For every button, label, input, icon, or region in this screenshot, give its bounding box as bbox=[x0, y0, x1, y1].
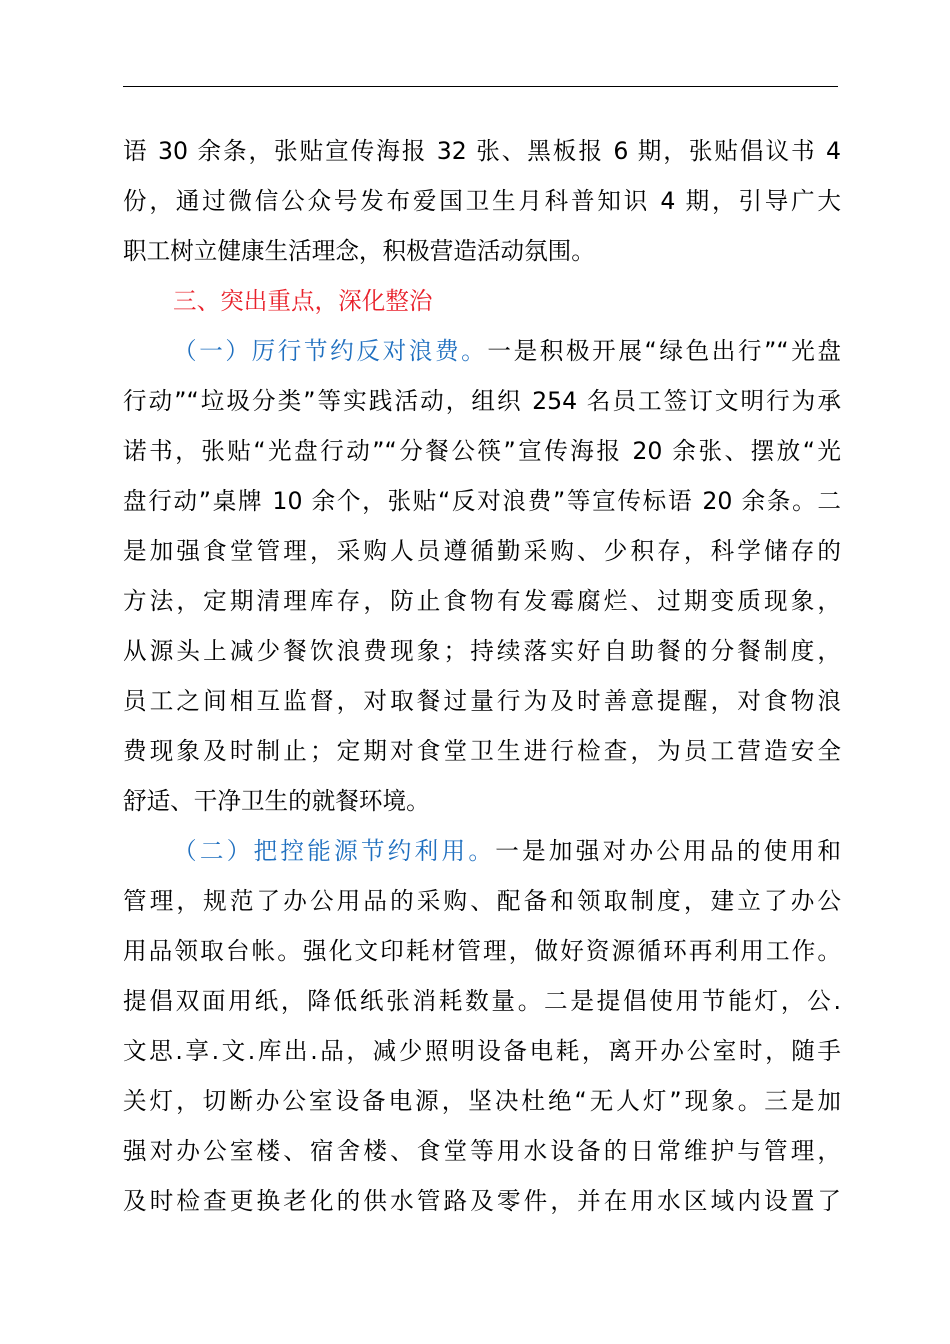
subsection-first-line bbox=[123, 826, 841, 876]
text-line: 用品领取台帐。强化文印耗材管理，做好资源循环再利用工作。 bbox=[123, 937, 841, 965]
text-line: 舒适、干净卫生的就餐环境。 bbox=[123, 787, 430, 815]
section-heading-text: 三、突出重点，深化整治 bbox=[173, 287, 433, 315]
text-line: 提倡双面用纸，降低纸张消耗数量。二是提倡使用节能灯，公. bbox=[123, 987, 841, 1015]
text-line: 诺书，张贴“光盘行动”“分餐公筷”宣传海报 20 余张、摆放“光 bbox=[123, 437, 841, 465]
section-heading bbox=[123, 276, 841, 326]
text-line: 行动”“垃圾分类”等实践活动，组织 254 名员工签订文明行为承 bbox=[123, 387, 841, 415]
text-line: 费现象及时制止；定期对食堂卫生进行检查，为员工营造安全 bbox=[123, 737, 841, 765]
header-rule bbox=[123, 86, 838, 87]
text-line: 关灯，切断办公室设备电源，坚决杜绝“无人灯”现象。三是加 bbox=[123, 1087, 841, 1115]
text-line: 职工树立健康生活理念，积极营造活动氛围。 bbox=[123, 237, 595, 265]
text-line: 份，通过微信公众号发布爱国卫生月科普知识 4 期，引导广大 bbox=[123, 187, 841, 215]
text-line: 盘行动”桌牌 10 余个，张贴“反对浪费”等宣传标语 20 余条。二 bbox=[123, 487, 841, 515]
text-line: 是加强食堂管理，采购人员遵循勤采购、少积存，科学储存的 bbox=[123, 537, 841, 565]
text-line: 强对办公室楼、宿舍楼、食堂等用水设备的日常维护与管理， bbox=[123, 1137, 841, 1165]
text-line: 文思.享.文.库出.品，减少照明设备电耗，离开办公室时，随手 bbox=[123, 1037, 841, 1065]
subsection-heading: （二）把控能源节约利用。 bbox=[173, 837, 496, 865]
body-text bbox=[123, 126, 841, 1226]
text-line: 及时检查更换老化的供水管路及零件，并在用水区域内设置了 bbox=[123, 1187, 841, 1215]
text-line: 方法，定期清理库存，防止食物有发霉腐烂、过期变质现象， bbox=[123, 587, 841, 615]
text-line: 管理，规范了办公用品的采购、配备和领取制度，建立了办公 bbox=[123, 887, 841, 915]
text-line: 员工之间相互监督，对取餐过量行为及时善意提醒，对食物浪 bbox=[123, 687, 841, 715]
text-line: 语 30 余条，张贴宣传海报 32 张、黑板报 6 期，张贴倡议书 4 bbox=[123, 137, 841, 165]
text-segment: 一是加强对办公用品的使用和 bbox=[495, 837, 841, 865]
subsection-heading: （一）厉行节约反对浪费。 bbox=[173, 337, 488, 365]
text-segment: 一是积极开展“绿色出行”“光盘 bbox=[487, 337, 842, 365]
text-line: 从源头上减少餐饮浪费现象；持续落实好自助餐的分餐制度， bbox=[123, 637, 841, 665]
subsection-first-line bbox=[123, 326, 841, 376]
